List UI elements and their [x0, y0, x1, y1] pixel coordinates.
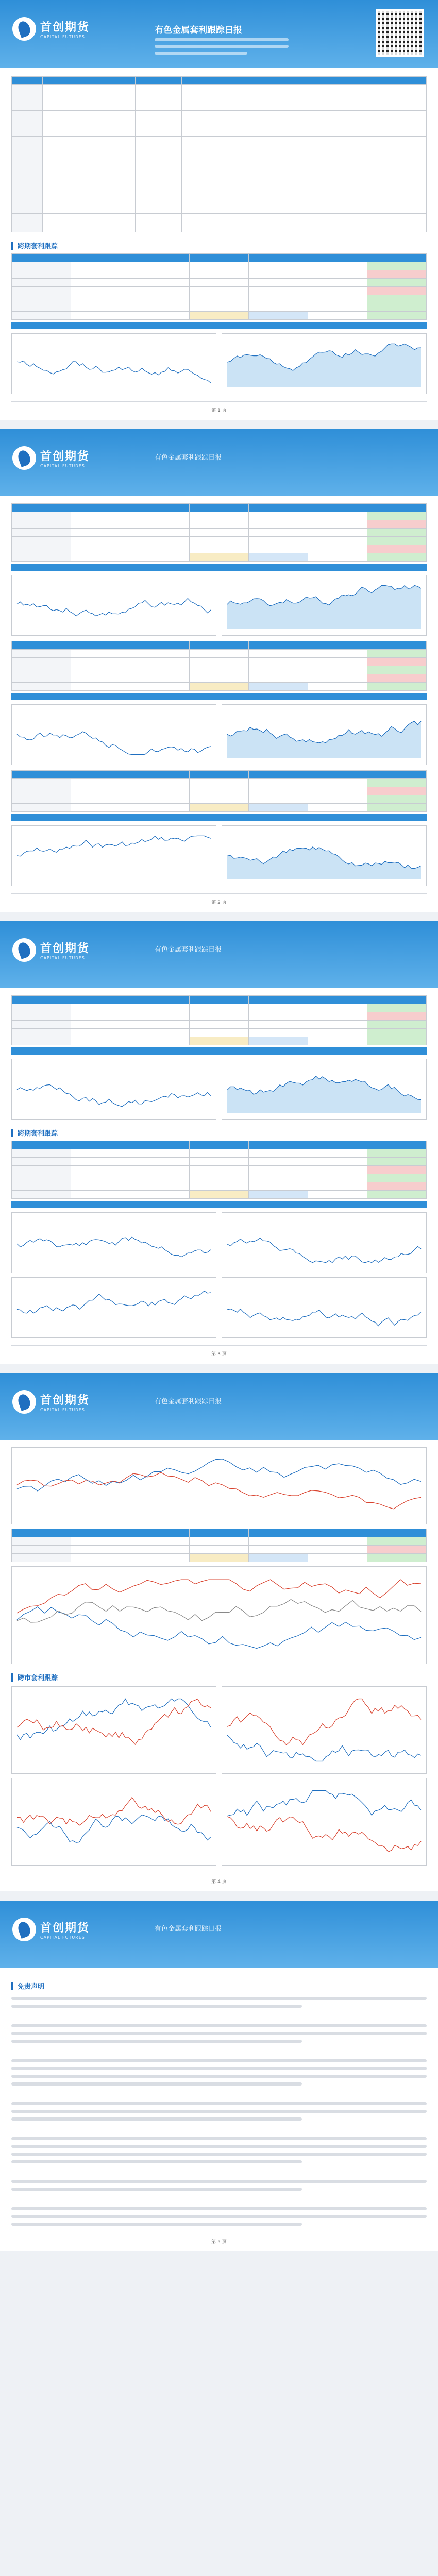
disclaimer-body [11, 1997, 427, 2226]
qr-code-icon [376, 9, 424, 57]
drop-logo-icon [12, 1918, 36, 1941]
series-line [17, 1084, 211, 1106]
brand-logo: 首创期货 CAPITAL FUTURES [12, 443, 110, 473]
page-header-title: 有色金属套利跟踪日报 [155, 1398, 222, 1405]
page-header [0, 1373, 438, 1440]
page-footer: 第 2 页 [11, 893, 427, 907]
series-line [17, 836, 211, 856]
spread-table [11, 770, 427, 812]
series-line [17, 1472, 421, 1509]
page-header-title: 有色金属套利跟踪日报 [155, 454, 222, 462]
page-5 [0, 1901, 438, 2251]
series-line [17, 1699, 211, 1740]
page-footer: 第 4 页 [11, 1873, 427, 1886]
summary-table [11, 76, 427, 232]
spread-chart [11, 333, 216, 394]
page-header [0, 1901, 438, 1968]
series-line [17, 1237, 211, 1257]
chart-band [11, 322, 427, 329]
page-1 [0, 0, 438, 420]
brand-logo: 首创期货 CAPITAL FUTURES [12, 935, 110, 965]
brand-logo [12, 13, 110, 44]
report-header [0, 0, 438, 68]
area-shape [227, 847, 421, 879]
series-line [17, 1798, 211, 1825]
page-footer: 第 1 页 [11, 401, 427, 415]
series-line [227, 1735, 421, 1761]
header-info [155, 38, 289, 58]
section-heading: 跨期套利跟踪 [11, 1128, 427, 1138]
series-line [17, 1291, 211, 1313]
drop-logo-icon [12, 17, 36, 41]
page-4 [0, 1373, 438, 1891]
area-shape [227, 344, 421, 387]
series-line [227, 1791, 421, 1816]
drop-logo-icon [12, 938, 36, 962]
series-line [227, 1309, 421, 1326]
page-footer: 第 5 页 [11, 2233, 427, 2246]
chart-grid [11, 333, 427, 394]
series-line [17, 1607, 421, 1649]
spread-table [11, 641, 427, 691]
drop-logo-icon [12, 446, 36, 470]
page-2 [0, 429, 438, 912]
series-line [17, 732, 211, 754]
spread-table [11, 995, 427, 1045]
page-header [0, 921, 438, 988]
series-line [17, 1600, 421, 1622]
area-shape [227, 585, 421, 629]
series-line [227, 1817, 421, 1852]
page-header [0, 429, 438, 496]
series-line [17, 1699, 211, 1744]
spread-table [11, 503, 427, 562]
section-heading: 免责声明 [11, 1981, 427, 1991]
page-footer: 第 3 页 [11, 1345, 427, 1359]
series-line [17, 599, 211, 616]
series-line [227, 1699, 421, 1745]
section-heading: 跨期套利跟踪 [11, 241, 427, 250]
spread-table [11, 1529, 427, 1562]
spread-table [11, 253, 427, 320]
brand-name-en: CAPITAL FUTURES [40, 35, 85, 39]
page-header-title: 有色金属套利跟踪日报 [155, 1925, 222, 1933]
brand-logo: 首创期货 CAPITAL FUTURES [12, 1386, 110, 1417]
spread-table [11, 1141, 427, 1199]
report-title: 有色金属套利跟踪日报 [155, 25, 242, 36]
page-header-title: 有色金属套利跟踪日报 [155, 946, 222, 954]
series-line [227, 1238, 421, 1263]
section-heading: 跨市套利跟踪 [11, 1672, 427, 1682]
area-shape [227, 1076, 421, 1113]
drop-logo-icon [12, 1390, 36, 1414]
series-line [17, 361, 211, 383]
page-3 [0, 921, 438, 1364]
series-line [17, 1459, 421, 1491]
brand-logo: 首创期货 CAPITAL FUTURES [12, 1914, 110, 1945]
brand-name: 首创期货 [40, 21, 90, 34]
spread-chart [222, 333, 427, 394]
